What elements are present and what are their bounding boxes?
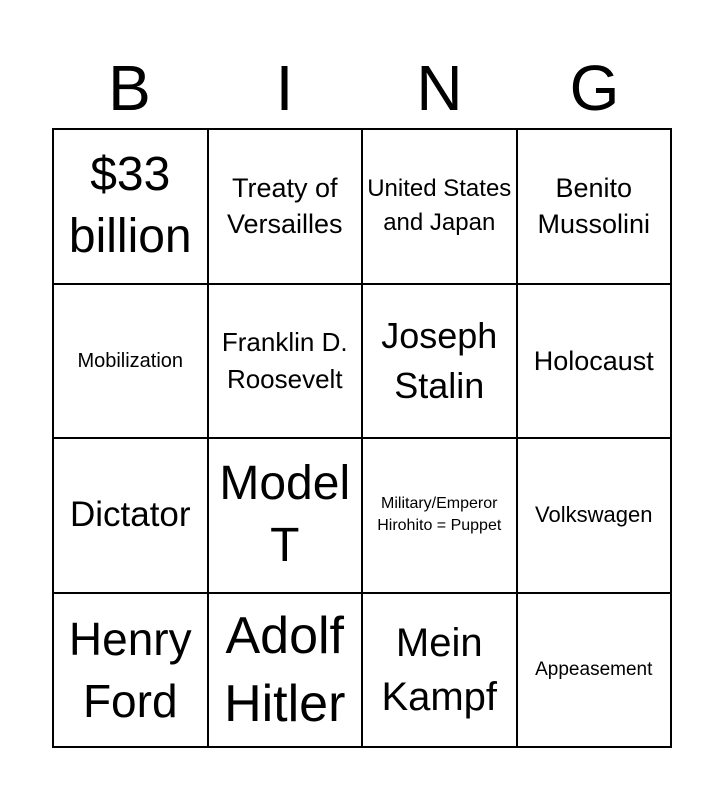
cell-text: Model T <box>219 457 351 573</box>
cell-text: Appeasement <box>535 658 653 680</box>
cell-text: Holocaust <box>533 345 654 376</box>
bingo-header <box>52 52 672 124</box>
bingo-cell[interactable] <box>517 438 672 593</box>
bingo-cell[interactable] <box>517 284 672 439</box>
header-letter-b: B <box>108 52 151 124</box>
cell-text: Volkswagen <box>535 502 653 528</box>
bingo-cell[interactable] <box>517 593 672 748</box>
bingo-cell[interactable] <box>517 129 672 284</box>
cell-text: Henry Ford <box>68 612 192 727</box>
bingo-cell[interactable] <box>362 593 517 748</box>
cell-text: Military/Emperor Hirohito = Puppet <box>377 495 502 535</box>
cell-text: $33 billion <box>68 148 192 264</box>
bingo-cell[interactable] <box>362 438 517 593</box>
cell-text: United States and Japan <box>367 175 512 237</box>
cell-text: Dictator <box>69 495 191 535</box>
header-letter-g: G <box>569 52 620 124</box>
bingo-cell[interactable] <box>53 284 208 439</box>
cell-text: Treaty of Versailles <box>226 173 343 240</box>
bingo-cell[interactable] <box>208 438 363 593</box>
cell-text: Benito Mussolini <box>537 173 651 240</box>
cell-text: Franklin D. Roosevelt <box>221 326 348 394</box>
bingo-cell[interactable] <box>362 284 517 439</box>
cell-text: Joseph Stalin <box>381 314 498 406</box>
bingo-grid <box>52 128 672 748</box>
cell-text: Mobilization <box>77 349 184 372</box>
header-letter-n: N <box>416 52 463 124</box>
header-letter-i: I <box>275 52 294 124</box>
bingo-cell[interactable] <box>208 284 363 439</box>
cell-text: Adolf Hitler <box>224 606 346 733</box>
bingo-cell[interactable] <box>53 438 208 593</box>
bingo-cell[interactable] <box>362 129 517 284</box>
bingo-cell[interactable] <box>53 593 208 748</box>
bingo-cell[interactable] <box>208 129 363 284</box>
cell-text: Mein Kampf <box>381 620 498 719</box>
bingo-cell[interactable] <box>53 129 208 284</box>
bingo-cell[interactable] <box>208 593 363 748</box>
